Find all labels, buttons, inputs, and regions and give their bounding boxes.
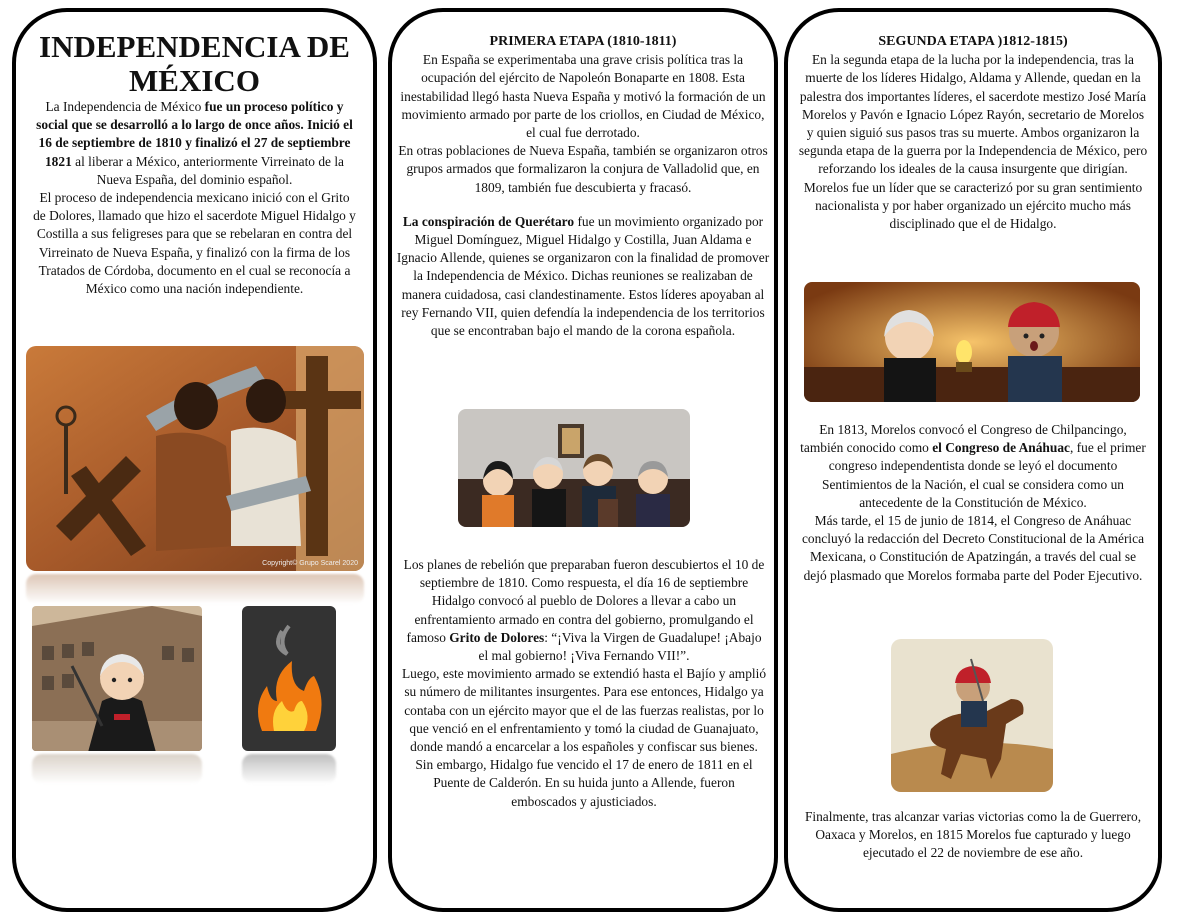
- segunda-etapa-text-top: [798, 33, 1148, 233]
- intro-para-2: El proceso de independencia mexicano inició con el Grito de Dolores, llamado que hizo el sacerdote Miguel Hidalgo y Costilla a sus feligreses para que se rebelaran en contra del Virreinato de Nueva España, y finalizó con la firma de los Tratados de Córdoba, documento en el cual se reconocía a México como una nación independiente.: [33, 190, 356, 297]
- segunda-etapa-para-4: Finalmente, tras alcanzar varias victorias como la de Guerrero, Oaxaca y Morelos, en 1815 Morelos fue capturado y luego ejecutado el 22 de noviembre de ese año.: [804, 809, 1142, 861]
- conspiracy-illustration: [458, 409, 690, 527]
- segunda-etapa-para-2b: , fue el primer congreso independentista donde se leyó el documento Sentimientos de la Nación, el cual se considera como un antecedente de la Constitución de México.: [822, 440, 1146, 510]
- primera-etapa-para-5: Luego, este movimiento armado se extendió hasta el Bajío y amplió su número de militantes insurgentes. Para ese entonces, Hidalgo ya contaba con un ejército mayor que el de las fuerzas realistas, por lo que venció en el enfrentamiento y tomó la ciudad de Guanajuato, donde mandó a encarcelar a los españoles y confiscar sus bienes.: [401, 666, 767, 755]
- panel-primera-etapa: [388, 8, 778, 912]
- primera-etapa-para-2: En otras poblaciones de Nueva España, también se organizaron otros grupos armados que formalizaron la conjura de Valladolid que, en 1809, también fue descubierta y fracasó.: [398, 143, 768, 195]
- congreso-anahuac: el Congreso de Anáhuac: [932, 440, 1070, 456]
- image-credit: Copyright© Grupo Scarel 2020: [262, 560, 358, 567]
- morelos-illustration: [804, 282, 1140, 402]
- page-title: [16, 30, 373, 98]
- primera-etapa-para-4a: Los planes de rebelión que preparaban fueron descubiertos el 10 de septiembre de 1810. Como respuesta, el día 16 de septiembre Hidalgo convocó al pueblo de Dolores a llevar a cabo un enfrentamiento armado en contra del gobierno, promulgando el famoso: [403, 557, 765, 645]
- primera-etapa-para-4b: : “¡Viva la Virgen de Guadalupe! ¡Abajo el mal gobierno! ¡Viva Fernando VII!”.: [478, 629, 762, 664]
- primera-etapa-text-bottom: [400, 556, 768, 811]
- intro-b: fue un proceso político y social que se desarrolló a lo largo de once años. Inició el 16 de septiembre de 1810 y finalizó el 27 de septiembre 1821: [36, 99, 353, 169]
- fire-illustration: [242, 606, 336, 751]
- primera-etapa-heading: PRIMERA ETAPA (1810-1811): [489, 34, 677, 49]
- intro-a: La Independencia de México: [45, 99, 202, 114]
- hidalgo-illustration: [32, 606, 202, 751]
- morelos-horse-image: [891, 639, 1053, 792]
- intro-text: [32, 98, 357, 298]
- panel-intro: [12, 8, 377, 912]
- segunda-etapa-heading: SEGUNDA ETAPA )1812-1815): [878, 34, 1068, 49]
- morelos-image: [804, 282, 1140, 402]
- conspiracy-image: [458, 409, 690, 527]
- primera-etapa-para-6: Sin embargo, Hidalgo fue vencido el 17 de enero de 1811 en el Puente de Calderón. En su huida junto a Allende, fueron emboscados y ajusticiados.: [415, 757, 753, 809]
- title-line-1: INDEPENDENCIA DE: [39, 29, 350, 64]
- hidalgo-image: [32, 606, 202, 751]
- grito-de-dolores: Grito de Dolores: [449, 629, 545, 645]
- panel-segunda-etapa: [784, 8, 1162, 912]
- mural-illustration: [26, 346, 364, 571]
- mural-reflection: [26, 574, 364, 604]
- intro-c: al liberar a México, anteriormente Virreinato de la Nueva España, del dominio español.: [75, 153, 344, 187]
- morelos-horse-illustration: [891, 639, 1053, 792]
- fire-image: [242, 606, 336, 751]
- segunda-etapa-para-3: Más tarde, el 15 de junio de 1814, el Congreso de Anáhuac concluyó la redacción del Decreto Constitucional de la América Mexicana, o Constitución de Apatzingán, a través del cual se dejó plasmado que Morelos formaba parte del Poder Ejecutivo.: [801, 513, 1145, 583]
- mural-image: [26, 346, 364, 571]
- conspiracion-title: La conspiración de Querétaro: [402, 213, 575, 229]
- primera-etapa-text-top: [396, 33, 770, 340]
- segunda-etapa-text-bottom: [798, 808, 1148, 863]
- primera-etapa-para-1: En España se experimentaba una grave crisis política tras la ocupación del ejército de Napoleón Bonaparte en 1808. Esta inestabilidad llegó hasta Nueva España y motivó la formación de un movimiento armado por parte de los criollos, en Ciudad de México, el cual fue derrotado.: [400, 52, 766, 141]
- title-line-2: MÉXICO: [129, 63, 260, 98]
- segunda-etapa-para-2a: En 1813, Morelos convocó el Congreso de Chilpancingo, también conocido como: [800, 422, 1127, 456]
- segunda-etapa-para-1: En la segunda etapa de la lucha por la independencia, tras la muerte de los líderes Hidalgo, Aldama y Allende, quedan en la palestra dos importantes líderes, el sacerdote mestizo José María Morelos y Pavón e Ignacio López Rayón, secretario de Morelos y quien siguió sus pasos tras su muerte. Ambos organizaron la segunda etapa de la guerra por la Independencia de México, pero reforzando los ideales de la causa insurgente que dirigían. Morelos fue un líder que se caracterizó por su gran sentimiento nacionalista y por haber organizado un ejército mucho más disciplinado que el de Hidalgo.: [798, 52, 1148, 232]
- primera-etapa-para-3: fue un movimiento organizado por Miguel Domínguez, Miguel Hidalgo y Costilla, Juan Aldama e Ignacio Allende, quienes se organizaron con la finalidad de promover la Independencia de México. Dichas reuniones se realizaban de manera cuidadosa, casi clandestinamente. Estos líderes apoyaban al rey Fernando VII, quien defendía la independencia de los territorios que se encontraban bajo el mando de la corona española.: [396, 213, 770, 339]
- segunda-etapa-text-middle: [798, 421, 1148, 585]
- fire-reflection: [242, 754, 336, 784]
- hidalgo-reflection: [32, 754, 202, 784]
